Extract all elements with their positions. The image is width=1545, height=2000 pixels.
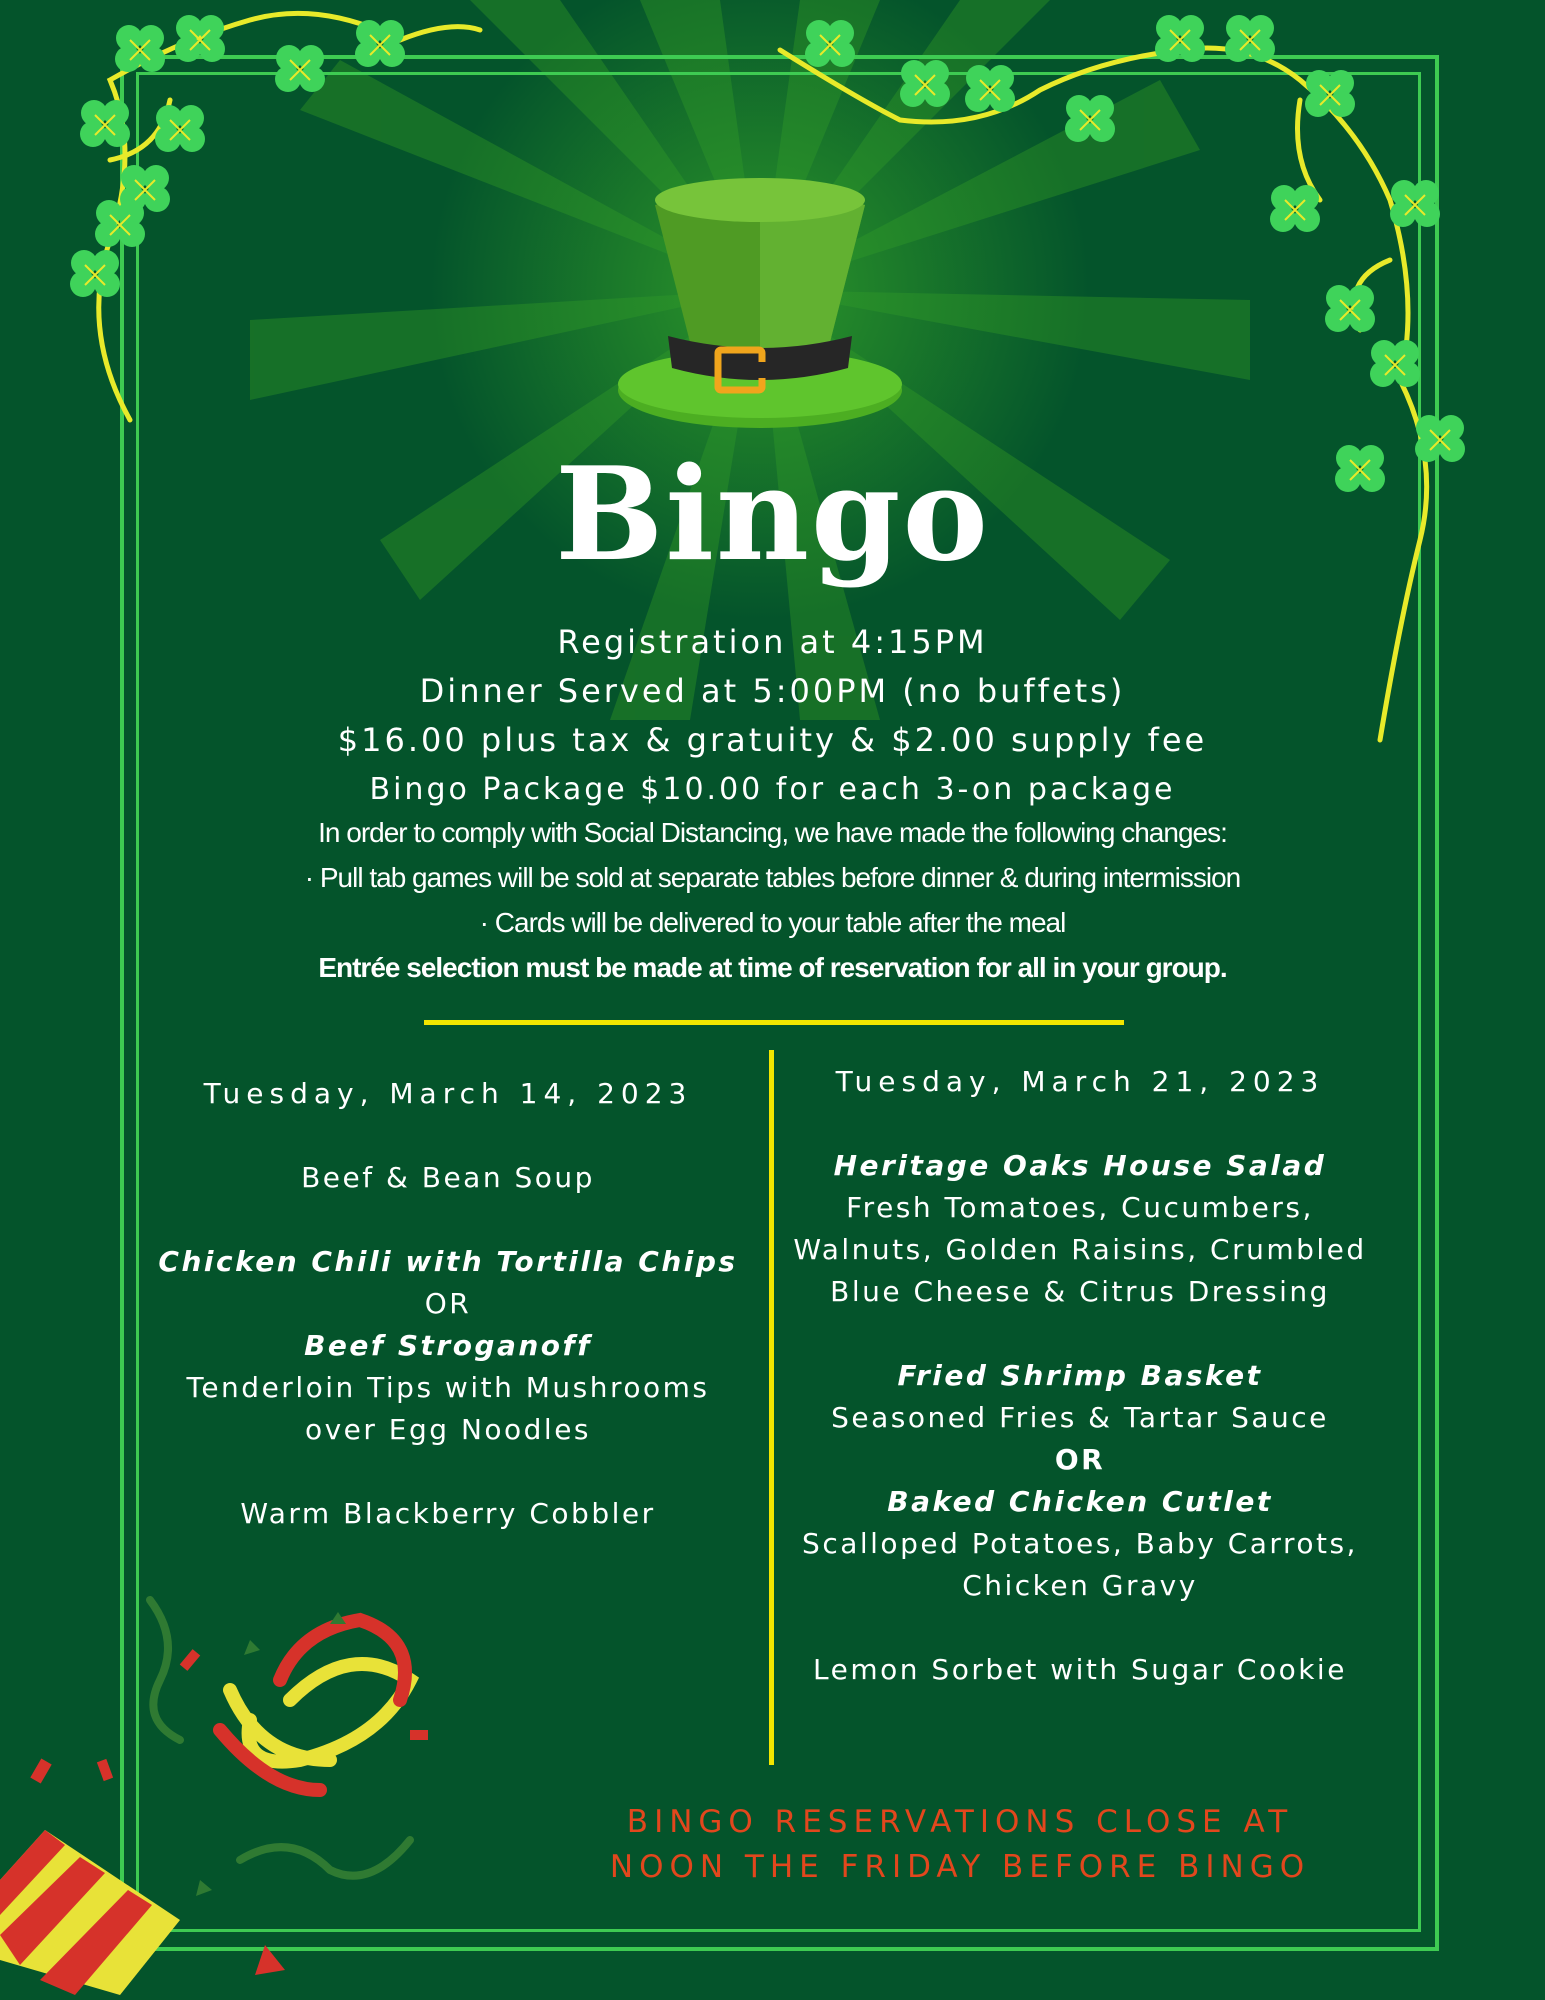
page-title: Bingo [555, 440, 990, 590]
dessert-item: Lemon Sorbet with Sugar Cookie [813, 1653, 1347, 1686]
or-separator: OR [424, 1287, 472, 1320]
menu-march-14 [148, 1073, 748, 1535]
footer-line: NOON THE FRIDAY BEFORE BINGO [609, 1849, 1311, 1885]
notice-line: In order to comply with Social Distancing, we have made the following changes: [318, 817, 1227, 848]
salad-description: Fresh Tomatoes, Cucumbers, [846, 1191, 1314, 1224]
horizontal-divider [424, 1020, 1124, 1025]
reservation-deadline [520, 1800, 1400, 1890]
entree-description: Seasoned Fries & Tartar Sauce [831, 1401, 1329, 1434]
entree-description: Chicken Gravy [962, 1569, 1198, 1602]
footer-line: BINGO RESERVATIONS CLOSE AT [626, 1804, 1294, 1840]
entree-notice: Entrée selection must be made at time of reservation for all in your group. [318, 952, 1227, 983]
registration-time: Registration at 4:15PM [557, 623, 988, 661]
notice-line: · Cards will be delivered to your table after the meal [479, 907, 1066, 938]
event-info [160, 618, 1385, 814]
notice-line: · Pull tab games will be sold at separate tables before dinner & during intermission [304, 862, 1241, 893]
salad-item: Heritage Oaks House Salad [833, 1149, 1327, 1182]
menu-date: Tuesday, March 14, 2023 [203, 1077, 693, 1110]
soup-item: Beef & Bean Soup [301, 1161, 595, 1194]
price: $16.00 plus tax & gratuity & $2.00 supply fee [337, 721, 1208, 759]
or-separator: OR [1054, 1443, 1106, 1476]
confetti-icon [150, 1600, 410, 1876]
entree-item: Beef Stroganoff [304, 1329, 592, 1362]
bingo-package-price: Bingo Package $10.00 for each 3-on package [369, 772, 1176, 807]
menu-march-21 [775, 1061, 1385, 1691]
salad-description: Walnuts, Golden Raisins, Crumbled [793, 1233, 1367, 1266]
entree-item: Baked Chicken Cutlet [887, 1485, 1273, 1518]
entree-item: Chicken Chili with Tortilla Chips [158, 1245, 738, 1278]
salad-description: Blue Cheese & Citrus Dressing [830, 1275, 1330, 1308]
menu-date: Tuesday, March 21, 2023 [835, 1065, 1325, 1098]
entree-description: Tenderloin Tips with Mushrooms [186, 1371, 710, 1404]
vertical-divider [769, 1050, 774, 1765]
entree-item: Fried Shrimp Basket [897, 1359, 1263, 1392]
dessert-item: Warm Blackberry Cobbler [240, 1497, 656, 1530]
entree-description: Scalloped Potatoes, Baby Carrots, [802, 1527, 1358, 1560]
dinner-time: Dinner Served at 5:00PM (no buffets) [419, 672, 1126, 710]
distancing-notice [160, 810, 1385, 990]
entree-description: over Egg Noodles [304, 1413, 592, 1446]
